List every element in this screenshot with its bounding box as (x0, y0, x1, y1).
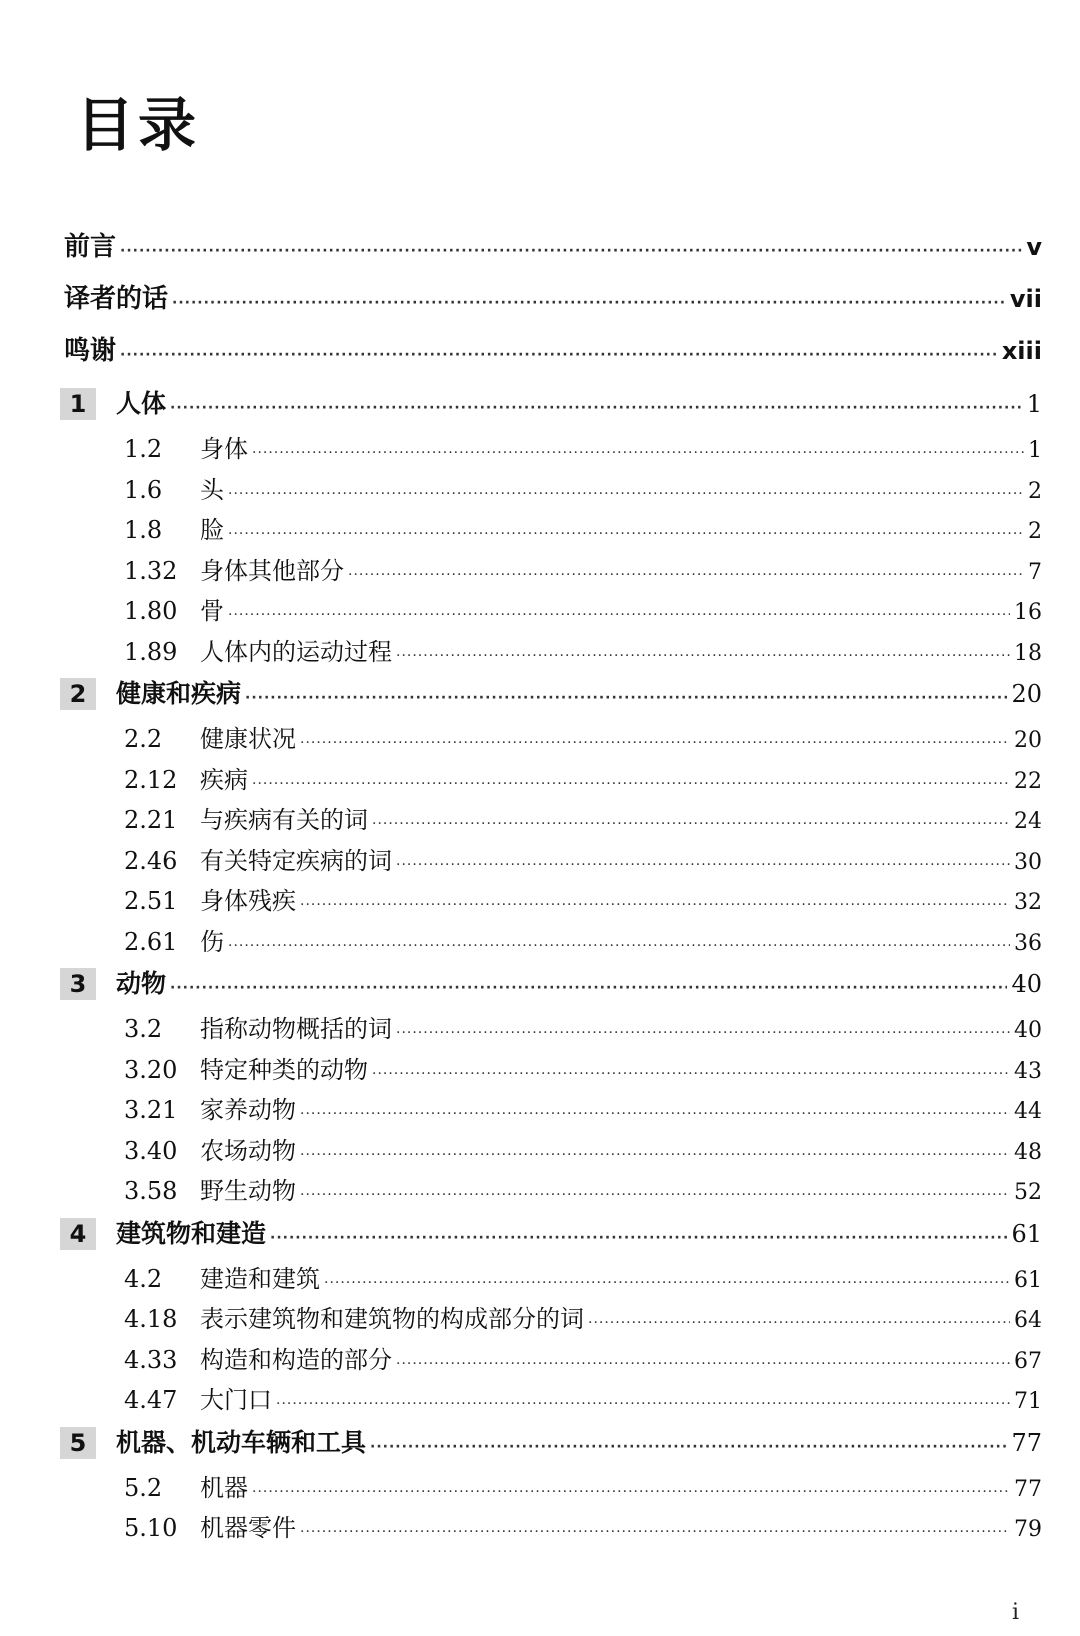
dot-leader (228, 607, 1010, 623)
section-page: 1 (1028, 438, 1042, 463)
section-number: 2.51 (124, 887, 178, 915)
section-number: 3.20 (124, 1055, 178, 1084)
chapter-list (64, 384, 1042, 1549)
section-title: 农场动物 (200, 1136, 296, 1165)
chapter-page: 20 (1011, 680, 1042, 708)
section-heading (124, 760, 248, 795)
page-number: i (1012, 1600, 1020, 1625)
section-heading (124, 1468, 248, 1503)
section-heading (124, 551, 344, 586)
section-number: 1.32 (124, 556, 178, 585)
dot-leader (300, 1106, 1010, 1122)
section-number: 1.8 (124, 516, 163, 544)
toc-section-entry[interactable] (64, 510, 1042, 551)
dot-leader (276, 1396, 1010, 1412)
section-page: 79 (1014, 1517, 1042, 1542)
section-number: 3.2 (124, 1015, 163, 1043)
section-number: 3.40 (124, 1136, 178, 1165)
chapter-title: 人体 (116, 389, 167, 418)
section-number: 2.21 (124, 806, 178, 834)
section-heading (124, 1508, 296, 1543)
section-page: 16 (1014, 600, 1042, 625)
toc-section-entry[interactable] (64, 591, 1042, 632)
section-page: 44 (1014, 1099, 1042, 1124)
chapter-heading (64, 674, 241, 710)
section-heading (124, 1380, 272, 1415)
section-title: 机器 (200, 1473, 248, 1502)
chapter-heading (64, 1214, 266, 1250)
section-page: 2 (1028, 478, 1042, 504)
dot-leader (396, 648, 1010, 664)
dot-leader (120, 347, 998, 363)
dot-leader (370, 1439, 1007, 1455)
chapter-title: 健康和疾病 (116, 679, 242, 708)
section-number: 4.18 (124, 1305, 178, 1333)
section-number: 2.2 (124, 725, 163, 753)
toc-chapter-entry[interactable] (64, 1214, 1042, 1259)
section-heading (124, 632, 392, 667)
section-heading (124, 1299, 584, 1334)
chapter-number-badge: 2 (60, 678, 96, 710)
toc-section-entry[interactable] (64, 719, 1042, 760)
toc-section-entry[interactable] (64, 1171, 1042, 1212)
toc-section-entry[interactable] (64, 841, 1042, 882)
section-heading (124, 1050, 368, 1085)
section-heading (124, 510, 224, 545)
dot-leader (372, 816, 1010, 832)
entry-title: 前言 (64, 232, 117, 262)
toc-section-entry[interactable] (64, 1299, 1042, 1340)
toc-section-entry[interactable] (64, 1050, 1042, 1091)
section-page: 20 (1014, 728, 1042, 753)
section-title: 身体其他部分 (200, 556, 344, 585)
dot-leader (252, 445, 1024, 461)
section-heading (124, 470, 224, 505)
section-page: 52 (1014, 1180, 1042, 1205)
chapter-number-badge: 3 (60, 968, 96, 1000)
chapter-title: 建筑物和建造 (116, 1218, 267, 1248)
section-number: 1.2 (124, 435, 163, 463)
entry-page: vii (1009, 285, 1042, 313)
section-heading (124, 881, 296, 916)
section-number: 1.80 (124, 597, 178, 625)
section-title: 野生动物 (200, 1177, 296, 1205)
section-heading (124, 591, 224, 626)
toc-front-entry[interactable] (64, 330, 1042, 382)
dot-leader (228, 938, 1010, 954)
chapter-page: 40 (1011, 970, 1042, 998)
section-heading (124, 1171, 296, 1206)
section-number: 2.61 (124, 927, 178, 956)
section-page: 67 (1014, 1348, 1042, 1374)
chapter-title: 机器、机动车辆和工具 (116, 1427, 367, 1457)
section-number: 2.12 (124, 765, 178, 794)
chapter-title: 动物 (116, 969, 167, 998)
dot-leader (252, 776, 1010, 792)
section-page: 24 (1014, 809, 1042, 834)
toc-section-entry[interactable] (64, 1009, 1042, 1050)
chapter-heading (64, 964, 166, 1000)
toc-chapter-entry[interactable] (64, 384, 1042, 429)
section-page: 48 (1014, 1139, 1042, 1165)
entry-title: 鸣谢 (64, 336, 117, 366)
table-of-contents (64, 226, 1042, 1549)
dot-leader (396, 1025, 1010, 1041)
section-page: 36 (1014, 930, 1042, 956)
section-title: 伤 (200, 927, 224, 956)
section-number: 2.46 (124, 846, 178, 875)
dot-leader (170, 980, 1007, 996)
section-page: 7 (1028, 559, 1042, 585)
toc-chapter-entry[interactable] (64, 964, 1042, 1009)
section-number: 3.58 (124, 1177, 178, 1205)
toc-section-entry[interactable] (64, 551, 1042, 592)
section-heading (124, 922, 224, 957)
section-title: 疾病 (200, 765, 248, 794)
section-page: 61 (1014, 1267, 1042, 1293)
section-page: 77 (1014, 1476, 1042, 1502)
section-title: 脸 (200, 516, 224, 544)
toc-section-entry[interactable] (64, 1340, 1042, 1381)
section-number: 5.10 (124, 1514, 178, 1542)
chapter-page: 61 (1011, 1219, 1042, 1248)
dot-leader (170, 400, 1023, 416)
section-title: 骨 (200, 597, 224, 625)
section-number: 4.47 (124, 1386, 178, 1414)
dot-leader (348, 567, 1024, 583)
chapter-heading (64, 1423, 366, 1459)
section-title: 指称动物概括的词 (200, 1015, 392, 1043)
toc-section-entry[interactable] (64, 800, 1042, 841)
section-number: 4.33 (124, 1345, 178, 1374)
section-heading (124, 841, 392, 876)
dot-leader (172, 295, 1006, 311)
section-heading (124, 1259, 320, 1294)
chapter-page: 1 (1026, 390, 1042, 418)
entry-page: xiii (1001, 337, 1042, 365)
front-matter (64, 226, 1042, 382)
section-title: 机器零件 (200, 1514, 296, 1542)
section-page: 71 (1014, 1389, 1042, 1414)
section-title: 构造和构造的部分 (200, 1345, 392, 1374)
section-page: 22 (1014, 768, 1042, 794)
section-title: 头 (200, 475, 224, 504)
page-title: 目录 (76, 91, 201, 159)
entry-title: 译者的话 (64, 284, 169, 314)
dot-leader (372, 1066, 1010, 1082)
section-number: 1.6 (124, 475, 163, 504)
section-title: 有关特定疾病的词 (200, 846, 392, 875)
toc-section-entry[interactable] (64, 632, 1042, 673)
dot-leader (300, 1187, 1010, 1203)
toc-section-entry[interactable] (64, 922, 1042, 963)
section-number: 4.2 (124, 1264, 163, 1293)
section-number: 5.2 (124, 1473, 163, 1502)
toc-section-entry[interactable] (64, 1090, 1042, 1131)
dot-leader (324, 1275, 1010, 1291)
section-heading (124, 1009, 392, 1044)
toc-front-entry[interactable] (64, 278, 1042, 330)
section-title: 人体内的运动过程 (200, 637, 392, 666)
dot-leader (245, 690, 1007, 706)
section-title: 大门口 (200, 1386, 272, 1414)
section-page: 43 (1014, 1058, 1042, 1084)
section-heading (124, 800, 368, 835)
dot-leader (228, 526, 1024, 542)
section-heading (124, 719, 296, 754)
toc-chapter-entry[interactable] (64, 1423, 1042, 1468)
dot-leader (300, 1147, 1010, 1163)
section-title: 身体残疾 (200, 887, 296, 915)
toc-section-entry[interactable] (64, 470, 1042, 511)
section-page: 40 (1014, 1018, 1042, 1043)
chapter-number-badge: 5 (60, 1427, 96, 1459)
section-page: 64 (1014, 1308, 1042, 1333)
dot-leader (300, 897, 1010, 913)
section-heading (124, 1340, 392, 1375)
dot-leader (228, 486, 1024, 502)
dot-leader (396, 857, 1010, 873)
toc-section-entry[interactable] (64, 1131, 1042, 1172)
toc-section-entry[interactable] (64, 1468, 1042, 1509)
toc-front-entry[interactable] (64, 226, 1042, 278)
section-heading (124, 1090, 296, 1125)
section-title: 特定种类的动物 (200, 1055, 368, 1084)
chapter-page: 77 (1011, 1428, 1042, 1457)
dot-leader (396, 1356, 1010, 1372)
section-title: 身体 (200, 435, 248, 463)
chapter-heading (64, 384, 166, 420)
toc-chapter-entry[interactable] (64, 674, 1042, 719)
dot-leader (252, 1484, 1010, 1500)
section-heading (124, 429, 248, 464)
section-title: 建造和建筑 (200, 1264, 320, 1293)
section-number: 3.21 (124, 1096, 178, 1124)
dot-leader (300, 1524, 1010, 1540)
toc-section-entry[interactable] (64, 1508, 1042, 1549)
chapter-number-badge: 1 (60, 388, 96, 420)
toc-section-entry[interactable] (64, 429, 1042, 470)
dot-leader (120, 243, 1022, 259)
section-page: 2 (1028, 519, 1042, 544)
dot-leader (270, 1230, 1007, 1246)
chapter-number-badge: 4 (60, 1218, 96, 1250)
entry-page: v (1026, 233, 1042, 261)
section-page: 32 (1014, 890, 1042, 915)
section-title: 表示建筑物和建筑物的构成部分的词 (200, 1305, 584, 1333)
section-title: 健康状况 (200, 725, 296, 753)
section-heading (124, 1131, 296, 1166)
toc-section-entry[interactable] (64, 1259, 1042, 1300)
section-page: 18 (1014, 640, 1042, 666)
dot-leader (300, 735, 1010, 751)
section-page: 30 (1014, 849, 1042, 875)
toc-section-entry[interactable] (64, 881, 1042, 922)
section-title: 家养动物 (200, 1096, 296, 1124)
dot-leader (588, 1315, 1010, 1331)
section-title: 与疾病有关的词 (200, 806, 368, 834)
toc-section-entry[interactable] (64, 1380, 1042, 1421)
section-number: 1.89 (124, 637, 178, 666)
toc-section-entry[interactable] (64, 760, 1042, 801)
